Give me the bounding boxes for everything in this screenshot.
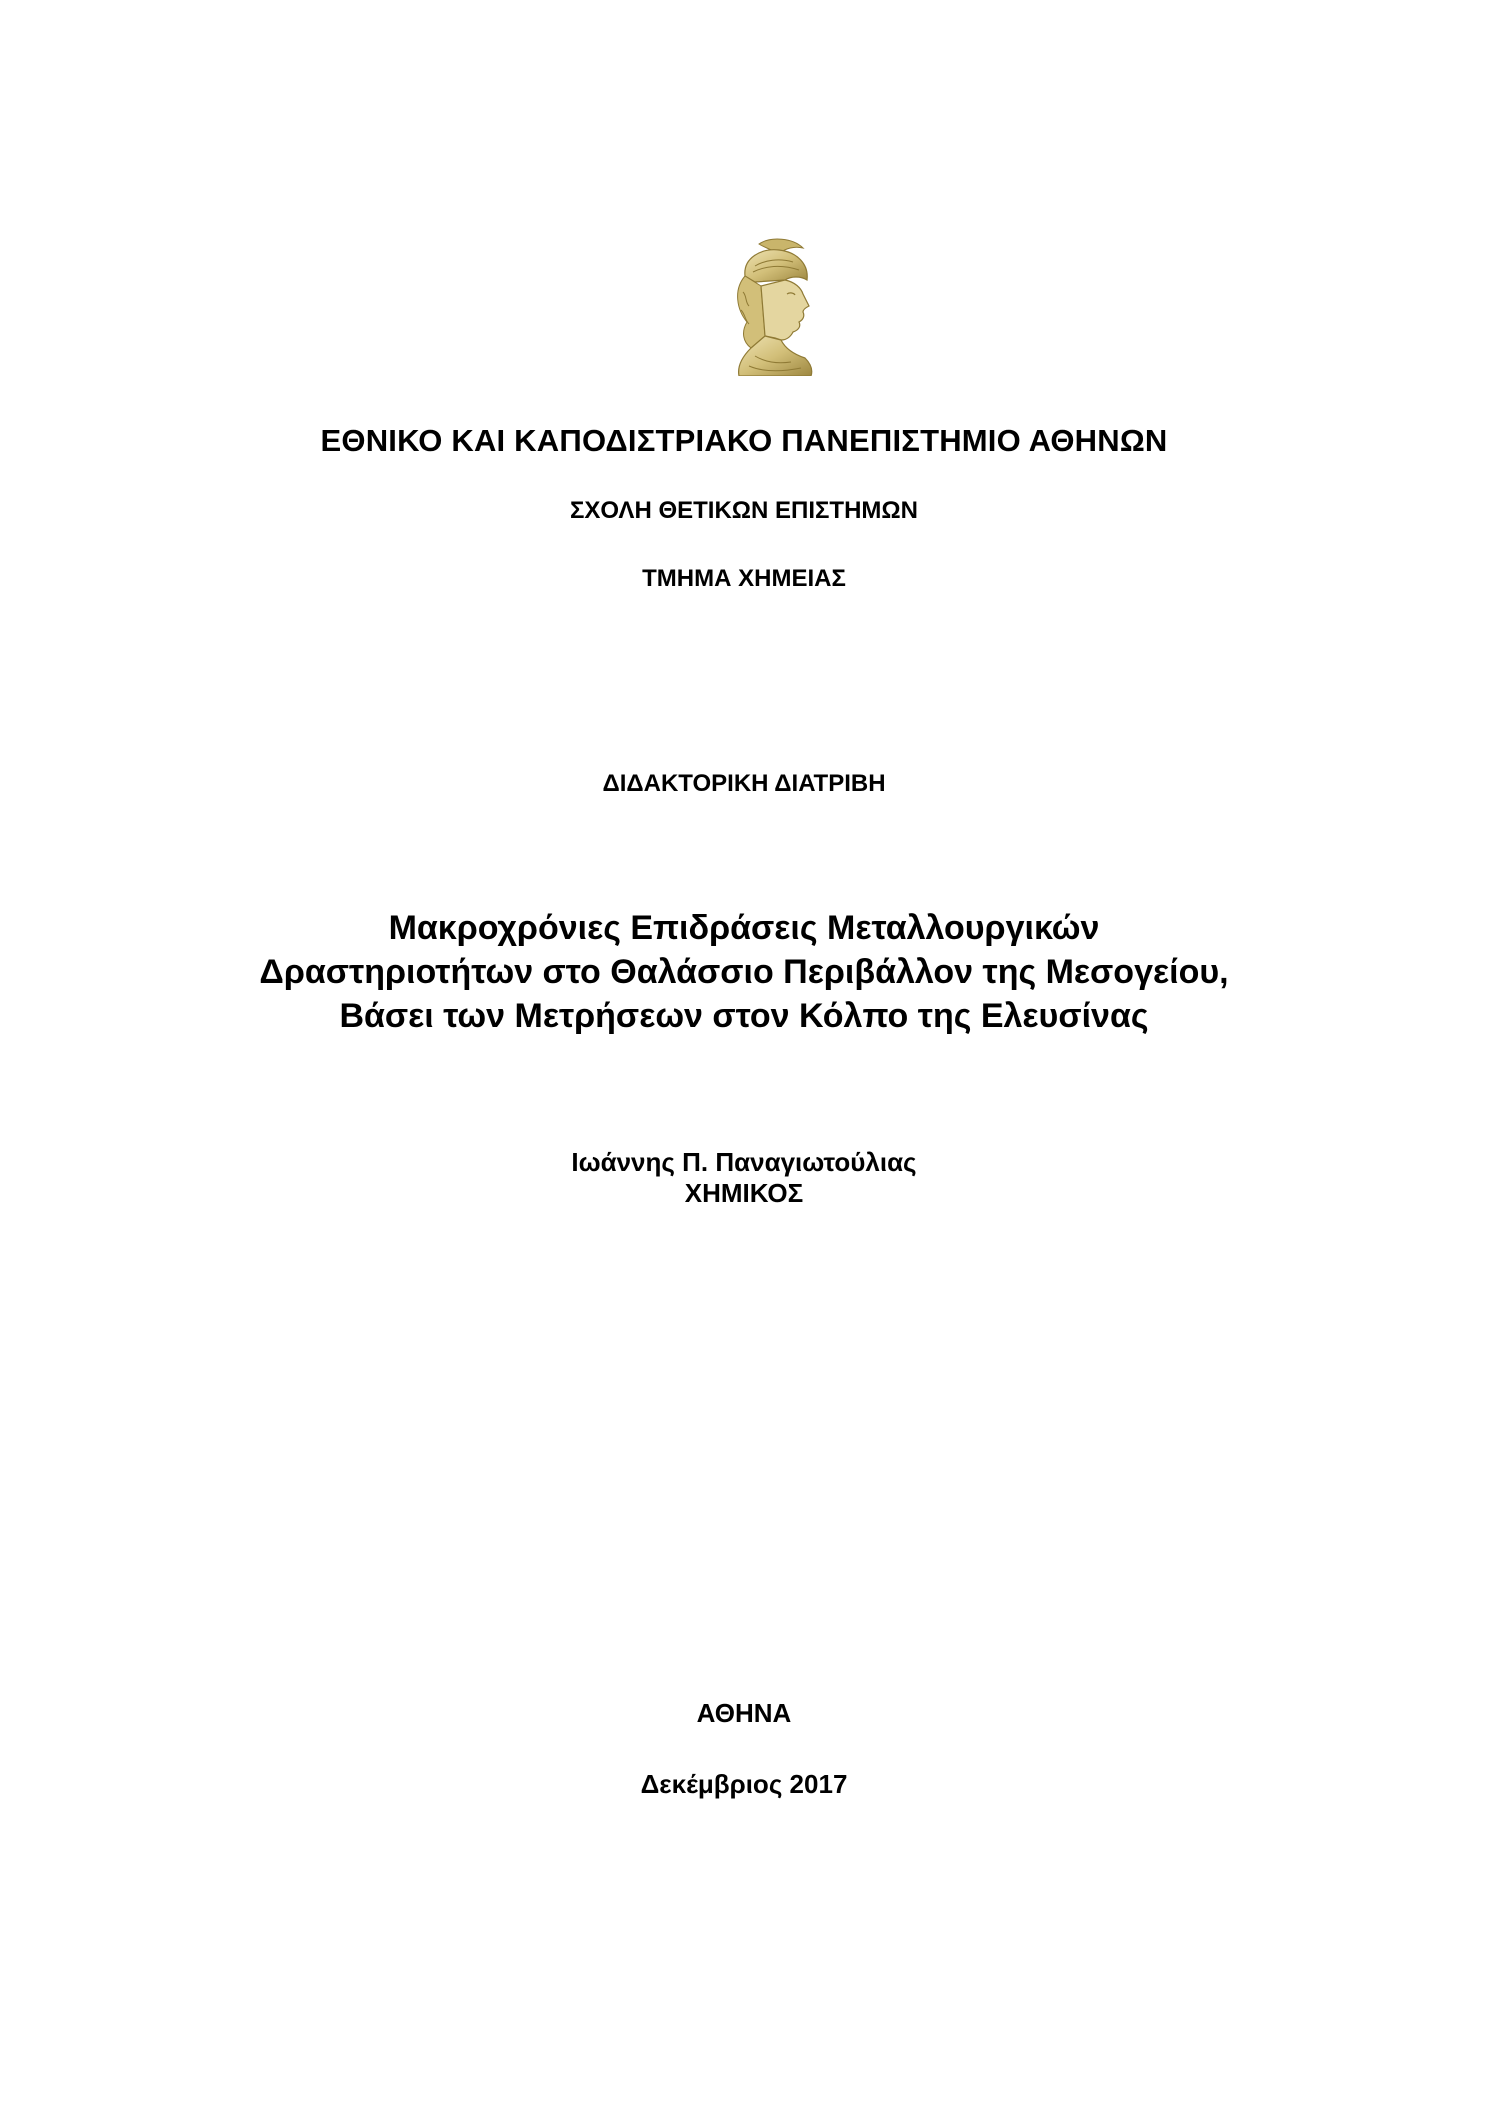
author-profession: ΧΗΜΙΚΟΣ (684, 1178, 804, 1208)
department-name: ΤΜΗΜΑ ΧΗΜΕΙΑΣ (642, 565, 846, 592)
school-name: ΣΧΟΛΗ ΘΕΤΙΚΩΝ ΕΠΙΣΤΗΜΩΝ (570, 497, 918, 524)
university-name: ΕΘΝΙΚΟ ΚΑΙ ΚΑΠΟΔΙΣΤΡΙΑΚΟ ΠΑΝΕΠΙΣΤΗΜΙΟ ΑΘΗΝΩΝ (320, 423, 1168, 458)
thesis-title-line: Δραστηριοτήτων στο Θαλάσσιο Περιβάλλον της Μεσογείου, (259, 953, 1229, 991)
author-name: Ιωάννης Π. Παναγιωτούλιας (571, 1147, 917, 1177)
thesis-title-line: Μακροχρόνιες Επιδράσεις Μεταλλουργικών (388, 909, 1100, 947)
document-type: ΔΙΔΑΚΤΟΡΙΚΗ ΔΙΑΤΡΙΒΗ (602, 770, 886, 797)
publication-date: Δεκέμβριος 2017 (640, 1769, 848, 1799)
city: ΑΘΗΝΑ (696, 1698, 792, 1728)
athena-head-emblem-icon (715, 236, 831, 376)
author-block (0, 1147, 1488, 1209)
thesis-title (0, 906, 1488, 1038)
thesis-title-line: Βάσει των Μετρήσεων στον Κόλπο της Ελευσίνας (339, 997, 1149, 1035)
